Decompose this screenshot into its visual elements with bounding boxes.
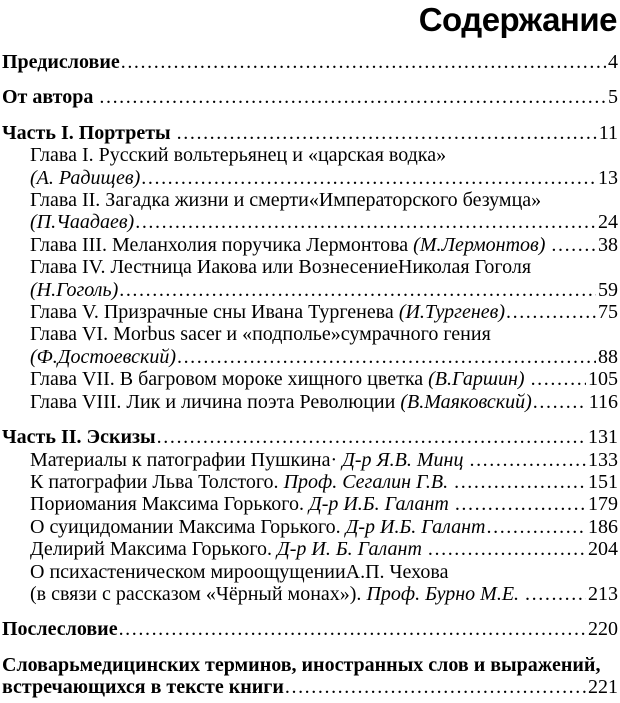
toc-entry [2,538,618,560]
toc-entry [2,144,618,166]
toc-entry [2,323,618,345]
page-number: 4 [608,51,618,73]
leader-dots [119,618,586,640]
entry-text: О суицидомании Максима Горького. [30,515,346,538]
entry-text: Глава I. Русский вольтерьянец и «царская водка» [30,144,447,167]
entry-text: встречающихся в тексте книги [2,676,284,699]
entry-text: Глава VI. Morbus sacer и «подполье»сумрачного гения [30,323,491,346]
leader-dots [551,234,596,256]
page-number: 5 [608,86,618,109]
entry-text [525,368,530,390]
page-number: 116 [588,390,618,413]
page-number: 24 [598,211,618,234]
page-number: 151 [588,470,618,493]
leader-dots [119,279,596,301]
leader-dots [177,122,597,144]
toc-entry [2,391,618,413]
entry-text: (М.Лермонтов) [413,233,546,256]
entry-text: Пориомания Максима Горького. [30,493,309,516]
entry-text: Глава VII. В багровом мороке хищного цветка [30,368,429,391]
entry-text [463,449,468,471]
leader-dots [469,449,586,471]
toc-entry [2,346,618,368]
entry-text: (П.Чаадаев) [30,211,135,234]
leader-dots [533,391,587,413]
toc-entry [2,676,618,698]
toc-entry [2,561,618,583]
entry-text: Глава V. Призрачные сны Ивана Тургенева [30,301,399,324]
entry-text: (в связи с рассказом «Чёрный монах»). [30,582,367,605]
page-number: 221 [588,676,618,699]
page-number: 88 [598,345,618,368]
entry-text: К патографии Льва Толстого. [30,470,284,493]
toc-entry [2,654,618,676]
toc-list [2,51,618,699]
leader-dots [157,426,586,448]
toc-entry [2,256,618,278]
page-number: 179 [588,493,618,516]
toc-entry [2,167,618,189]
toc-entry [2,493,618,515]
toc-entry [2,516,618,538]
entry-text: (А. Радищев) [30,166,141,189]
entry-text: Проф. Бурно М.Е. [366,582,520,605]
toc-entry [2,51,618,73]
toc-entry [2,211,618,233]
toc-entry [2,86,618,108]
page-number: 213 [588,582,618,605]
entry-text: Д-р Я.В. Минц [342,448,464,471]
entry-text: (В.Маяковский) [400,390,532,413]
page-number: 133 [588,448,618,471]
leader-dots [506,301,596,323]
toc-entry [2,279,618,301]
entry-text [545,234,550,256]
toc-entry [2,449,618,471]
entry-text [519,583,524,605]
entry-text [449,493,454,515]
page-number: 204 [588,538,618,561]
entry-text: Делирий Максима Горького. [30,538,278,561]
toc-entry [2,471,618,493]
entry-text: Д-р И. Б. Галант [277,538,422,561]
leader-dots [455,493,586,515]
leader-dots [525,583,586,605]
entry-text [422,538,427,560]
entry-text: Глава III. Меланхолия поручика Лермонтова [30,233,414,256]
toc-entry [2,426,618,448]
page-number: 38 [598,233,618,256]
toc-entry [2,368,618,390]
leader-dots [454,471,586,493]
toc-entry [2,122,618,144]
entry-text: Словарьмедицинских терминов, иностранных слов и выражений, [2,653,601,676]
leader-dots [531,368,586,390]
entry-text: Материалы к патографии Пушкина· [30,448,343,471]
entry-text: (И.Тургенев) [398,301,505,324]
leader-dots [177,346,596,368]
entry-text: Часть II. Эскизы [2,426,156,449]
entry-text: Предисловие [2,51,120,73]
toc-entry [2,189,618,211]
page-number: 59 [598,278,618,301]
page-number: 13 [598,166,618,189]
leader-dots [285,676,586,698]
entry-text: Послесловие [2,618,118,641]
toc-entry [2,234,618,256]
entry-text: (Ф.Достоевский) [30,345,176,368]
entry-text [448,471,453,493]
leader-dots [99,86,606,108]
entry-text: Проф. Сегалин Г.В. [283,470,449,493]
entry-text: О психастеническом мироощущенииА.П. Чехова [30,560,449,583]
entry-text: Д-р И.Б. Галант [308,493,449,516]
leader-dots [428,538,586,560]
leader-dots [487,516,587,538]
page-number: 75 [598,301,618,324]
entry-text: Д-р И.Б. Галант [345,515,486,538]
toc-entry [2,583,618,605]
entry-text: Глава IV. Лестница Иакова или ВознесениеНиколая Гоголя [30,256,532,279]
toc-entry [2,618,618,640]
entry-text: От автора [2,86,99,109]
entry-text: (Н.Гоголь) [30,278,119,301]
page-number: 186 [588,515,618,538]
entry-text: Глава VIII. Лик и личина поэта Революции [30,390,401,413]
leader-dots [141,167,596,189]
page-number: 131 [588,426,618,449]
leader-dots [135,211,596,233]
page-number: 105 [588,368,618,391]
entry-text: Часть I. Портреты [2,121,176,144]
page-number: 11 [598,121,618,144]
leader-dots [121,51,606,73]
toc-entry [2,301,618,323]
entry-text: Глава II. Загадка жизни и смерти«Императорского безумца» [30,189,542,212]
page-title: Содержание [418,1,617,38]
page-number: 220 [588,618,618,641]
entry-text: (В.Гаршин) [428,368,525,391]
